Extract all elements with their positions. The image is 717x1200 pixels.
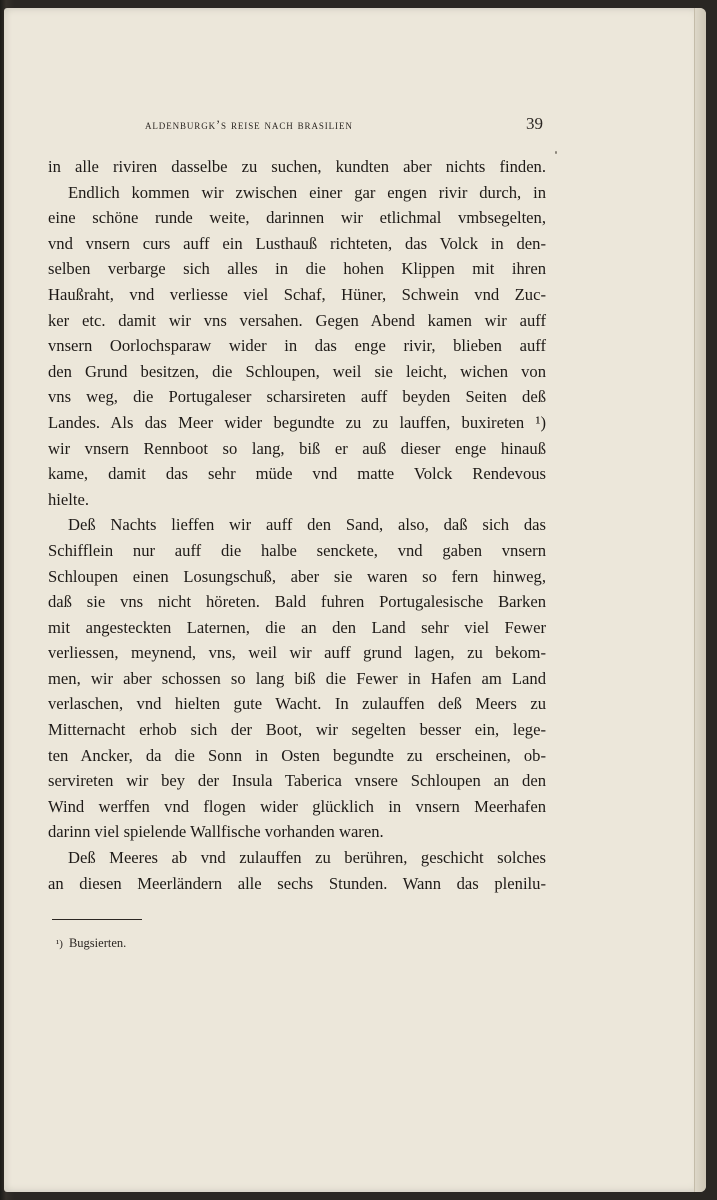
text-line: ten Ancker, da die Sonn in Osten begundte zu erscheinen, ob- [48, 745, 546, 765]
paper-speck [555, 151, 557, 154]
text-line: Mitternacht erhob sich der Boot, wir segelten besser ein, lege- [48, 720, 546, 740]
page-number: 39 [526, 114, 543, 133]
text-line: verlaschen, vnd hielten gute Wacht. In zulauffen deß Meers zu [48, 694, 546, 714]
text-line: Wind werffen vnd flogen wider glücklich in vnsern Meerhafen [48, 796, 546, 816]
book-page [4, 8, 706, 1192]
text-line: wir vnsern Rennboot so lang, biß er auß dieser enge hinauß [48, 438, 546, 458]
text-line: darinn viel spielende Wallfische vorhanden waren. [48, 822, 384, 842]
text-line: mit angesteckten Laternen, die an den Land sehr viel Fewer [48, 617, 546, 637]
text-line: hielte. [48, 489, 90, 509]
text-line: den Grund besitzen, die Schloupen, weil sie leicht, wichen von [48, 361, 546, 381]
running-head-title: aldenburgk’s reise nach brasilien [145, 118, 353, 132]
text-line: vns weg, die Portugaleser scharsireten auff beyden Seiten deß [48, 387, 546, 407]
text-line: in alle riviren dasselbe zu suchen, kundten aber nichts finden. [48, 157, 546, 176]
text-line: vnd vnsern curs auff ein Lusthauß richteten, das Volck in den- [48, 233, 546, 253]
text-line: verliessen, meynend, vns, weil wir auff grund lagen, zu bekom- [48, 643, 546, 663]
text-line: kame, damit das sehr müde vnd matte Volck Rendevous [48, 464, 546, 484]
text-line: servireten wir bey der Insula Taberica vnsere Schloupen an den [48, 771, 546, 791]
body-text [48, 154, 546, 896]
text-line: Haußraht, vnd verliesse viel Schaf, Hüner, Schwein vnd Zuc- [48, 284, 546, 304]
running-head [4, 112, 706, 140]
text-line: eine schöne runde weite, darinnen wir etlichmal vmbsegelten, [48, 208, 546, 228]
footnote-text: Bugsierten. [68, 936, 127, 950]
text-line: an diesen Meerländern alle sechs Stunden. Wann das plenilu- [48, 873, 546, 893]
text-line: Schifflein nur auff die halbe senckete, vnd gaben vnsern [48, 540, 546, 560]
text-line: selben verbarge sich alles in die hohen Klippen mit ihren [48, 259, 546, 279]
text-line: ker etc. damit wir vns versahen. Gegen Abend kamen wir auff [48, 310, 546, 330]
text-line: men, wir aber schossen so lang biß die Fewer in Hafen am Land [48, 668, 546, 688]
footnote [56, 936, 126, 951]
footnote-rule [52, 919, 142, 920]
text-line: Landes. Als das Meer wider begundte zu zu lauffen, buxireten ¹) [48, 412, 546, 432]
text-line: Endlich kommen wir zwischen einer gar engen rivir durch, in [68, 182, 546, 202]
text-line: vnsern Oorlochsparaw wider in das enge rivir, blieben auff [48, 336, 546, 356]
text-line: Deß Meeres ab vnd zulauffen zu berühren, geschicht solches [68, 848, 546, 868]
text-line: Schloupen einen Losungschuß, aber sie waren so fern hinweg, [48, 566, 546, 586]
footnote-marker: ¹) [56, 938, 63, 950]
text-line: daß sie vns nicht höreten. Bald fuhren Portugalesische Barken [48, 592, 546, 612]
text-line: Deß Nachts lieffen wir auff den Sand, also, daß sich das [68, 515, 546, 535]
page-edge [694, 8, 706, 1192]
